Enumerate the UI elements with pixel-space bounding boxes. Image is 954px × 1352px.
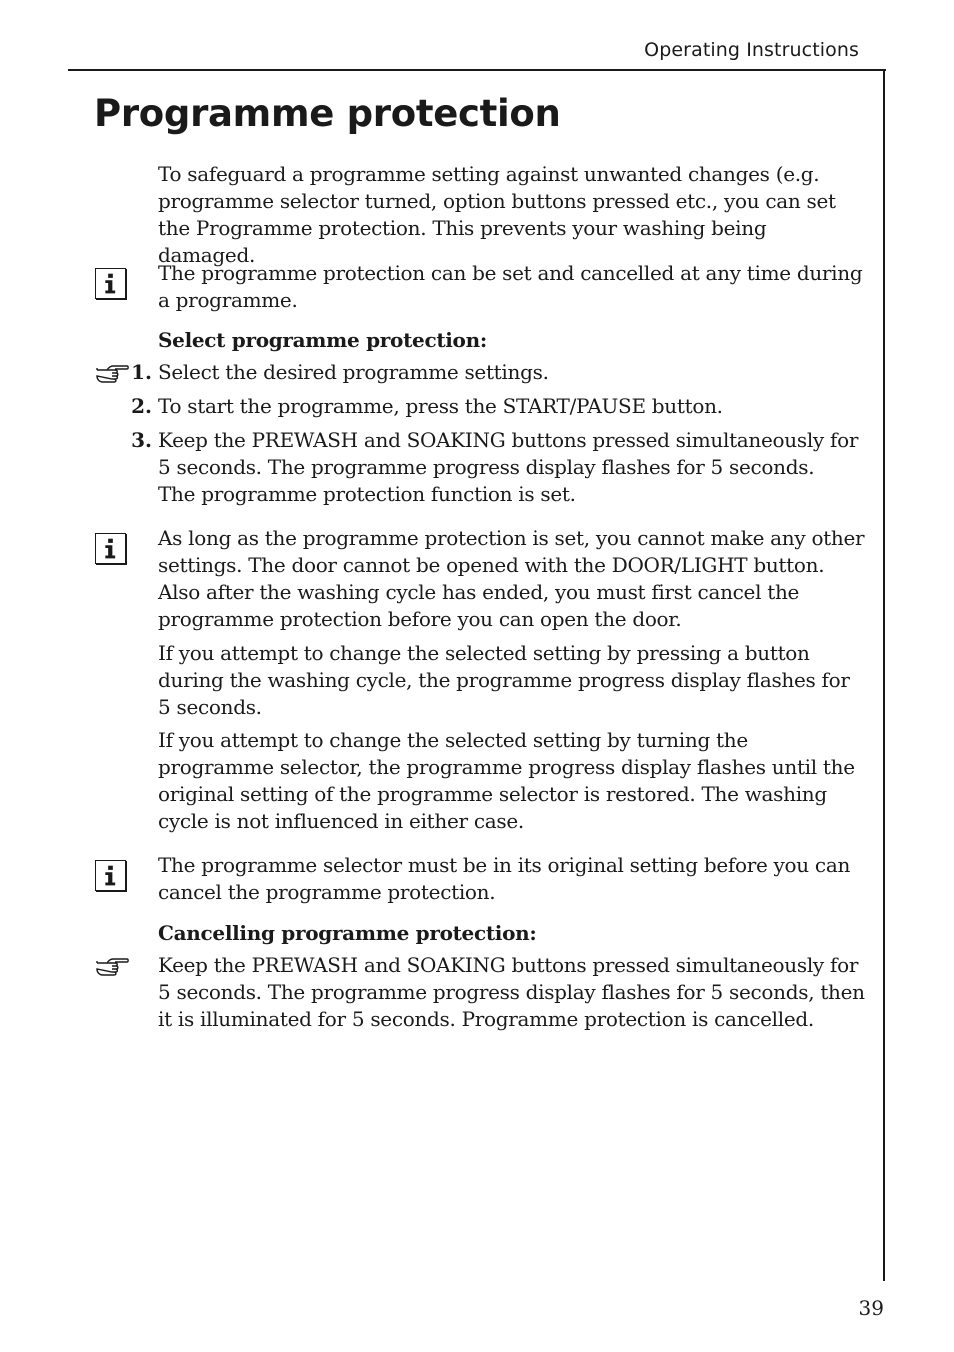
pointing-hand-icon <box>95 364 129 384</box>
step-text: Select the desired programme settings. <box>158 360 549 384</box>
pointing-hand-icon <box>95 957 129 977</box>
paragraph-button-press: If you attempt to change the selected setting by pressing a button during the washing cycle, the programme progress display flashes for 5 seconds. <box>158 641 850 719</box>
step-number: 1. <box>131 360 152 384</box>
paragraph-selector-turn: If you attempt to change the selected setting by turning the programme selector, the programme progress display flashes until the original setting of the programme selector is restored. The washing cycle is not influenced in either case. <box>158 728 855 833</box>
info-note-restrictions: As long as the programme protection is set, you cannot make any other settings. The door cannot be opened with the DOOR/LIGHT button. Also after the washing cycle has ended, you must first cancel the programme protection before you can open the door. <box>158 526 865 631</box>
page-title: Programme protection <box>94 92 561 135</box>
info-note-anytime: The programme protection can be set and cancelled at any time during a programme. <box>158 261 863 312</box>
header-rule <box>68 69 886 71</box>
running-header: Operating Instructions <box>644 39 859 61</box>
intro-paragraph: To safeguard a programme setting against unwanted changes (e.g. programme selector turned, option buttons pressed etc., you can set the Programme protection. This prevents your washing being damaged. <box>158 162 836 267</box>
step-number: 2. <box>131 394 152 418</box>
step-text: To start the programme, press the START/PAUSE button. <box>158 394 723 418</box>
page-number: 39 <box>858 1296 884 1320</box>
margin-rule <box>883 69 885 1281</box>
select-heading: Select programme protection: <box>158 328 487 352</box>
step-result: The programme protection function is set. <box>158 482 576 506</box>
cancel-heading: Cancelling programme protection: <box>158 921 537 945</box>
info-icon <box>95 860 126 891</box>
info-icon <box>95 268 126 299</box>
info-note-original-setting: The programme selector must be in its original setting before you can cancel the programme protection. <box>158 853 851 904</box>
info-icon <box>95 533 126 564</box>
step-number: 3. <box>131 428 152 452</box>
step-text: Keep the PREWASH and SOAKING buttons pressed simultaneously for 5 seconds. The programme progress display flashes for 5 seconds. <box>158 428 859 479</box>
cancel-instruction: Keep the PREWASH and SOAKING buttons pressed simultaneously for 5 seconds. The programme progress display flashes for 5 seconds, then it is illuminated for 5 seconds. Programme protection is cancelled. <box>158 953 865 1031</box>
